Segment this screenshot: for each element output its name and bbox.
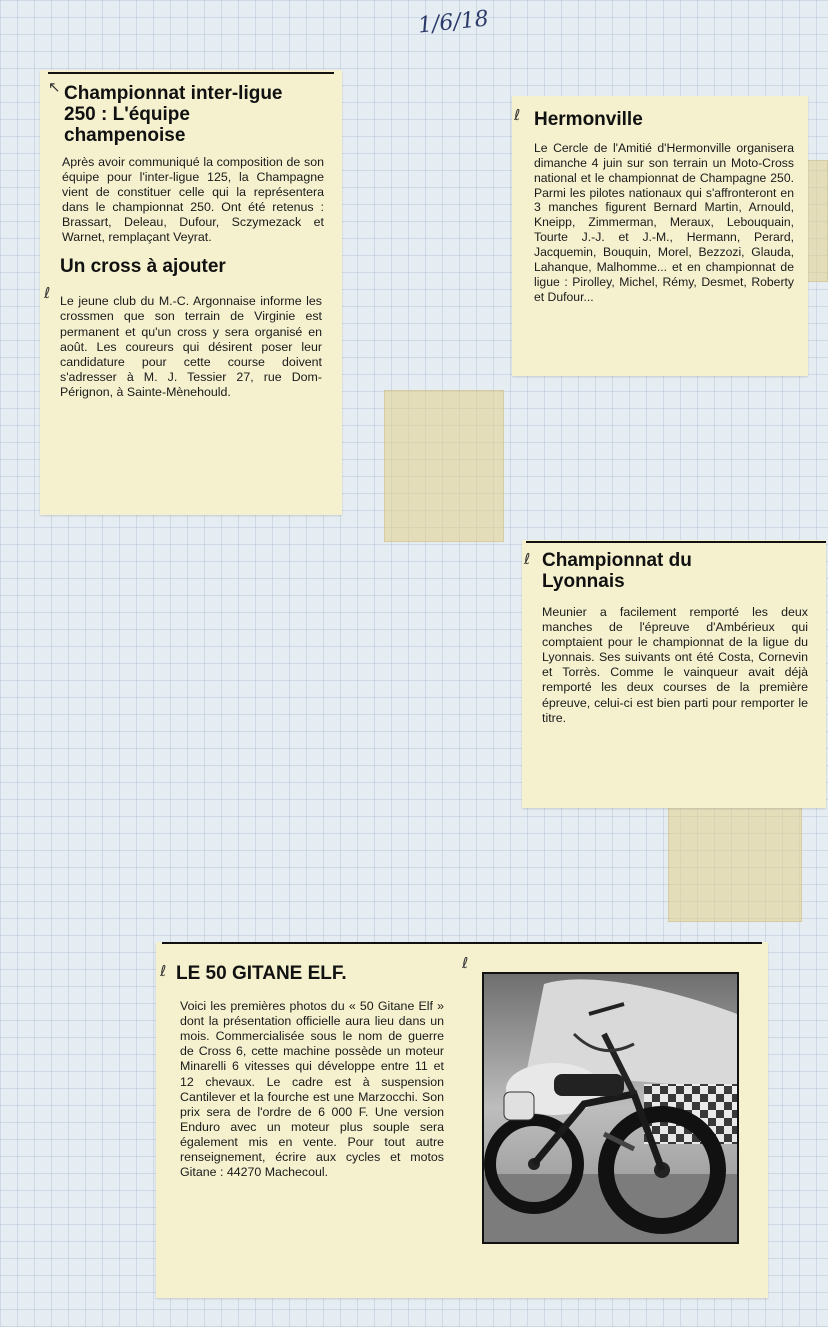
headline-rule bbox=[162, 942, 762, 944]
clipping-championnat-250 bbox=[40, 70, 342, 515]
headline-hermonville: Hermonville bbox=[534, 109, 643, 130]
check-mark-icon: ℓ bbox=[44, 284, 51, 302]
body-cross-ajouter: Le jeune club du M.-C. Argonnaise informe les crossmen que son terrain de Virginie est permanent et qu'un cross y sera organisé en août. Les coureurs qui désirent poser leur candidature pour cette course doivent s'adresser à M. J. Tessier 27, rue Dom-Pérignon, à Sainte-Mènehould. bbox=[60, 294, 322, 400]
clipping-gitane bbox=[156, 942, 768, 1298]
headline-championnat-250: Championnat inter-ligue 250 : L'équipe champenoise bbox=[64, 83, 283, 146]
headline-lyonnais: Championnat du Lyonnais bbox=[542, 550, 692, 592]
headline-cross-ajouter: Un cross à ajouter bbox=[60, 256, 226, 278]
clipping-lyonnais bbox=[522, 540, 826, 808]
check-mark-icon: ℓ bbox=[462, 954, 469, 972]
headline-rule bbox=[526, 541, 826, 543]
headline-gitane: LE 50 GITANE ELF. bbox=[176, 963, 347, 984]
check-mark-icon: ℓ bbox=[160, 962, 167, 980]
motorcycle-illustration bbox=[484, 974, 737, 1242]
check-mark-icon: ℓ bbox=[514, 106, 521, 124]
motorcycle-photo bbox=[482, 972, 739, 1244]
body-hermonville: Le Cercle de l'Amitié d'Hermonville organisera dimanche 4 juin sur son terrain un Moto-Cross national et le championnat de Champagne 250. Parmi les pilotes nationaux qui s'affronteront en 3 manches figurent Bernard Martin, Arnould, Kneipp, Zimmerman, Meraux, Lebouquain, Tourte J.-J. et J.-M., Hermann, Perard, Jacquemin, Bouquin, Morel, Bezzozi, Glauda, Lahanque, Malhomme... et en championnat de ligue : Pirolley, Michel, Rémy, Desmet, Roberty et Dufour... bbox=[534, 140, 794, 304]
clipping-hermonville bbox=[512, 96, 808, 376]
tape-remnant-right bbox=[668, 800, 802, 922]
tape-remnant-center bbox=[384, 390, 504, 542]
body-lyonnais: Meunier a facilement remporté les deux manches de l'épreuve d'Ambérieux qui comptaient pour le championnat de la ligue du Lyonnais. Ses suivants ont été Costa, Cornevin et Torrès. Comme le vainqueur avait déjà remporté les deux courses de la première épreuve, celui-ci est bien parti pour remporter le titre. bbox=[542, 604, 808, 725]
headline-rule bbox=[48, 72, 334, 74]
handwritten-date: 1/6/18 bbox=[416, 6, 490, 39]
body-gitane: Voici les premières photos du « 50 Gitane Elf » dont la présentation officielle aura lieu dans un mois. Commercialisée sous le nom de guerre de Cross 6, cette machine possède un moteur Minarelli 6 vitesses qui développe entre 11 et 12 chevaux. Le cadre est à suspension Cantilever et la fourche est une Marzocchi. Son prix sera de l'ordre de 6 000 F. Une version Enduro avec un moteur plus souple sera également mis en vente. Pour tout autre renseignement, écrire aux cycles et motos Gitane : 44270 Machecoul. bbox=[180, 998, 444, 1180]
check-mark-icon: ↖ bbox=[48, 78, 61, 96]
body-championnat-250: Après avoir communiqué la composition de son équipe pour l'inter-ligue 125, la Champagne vient de constituer celle qui la représentera dans le championnat 250. Ont été retenus : Brassart, Deleau, Dufour, Sczymezack et Warnet, remplaçant Veyrat. bbox=[62, 154, 324, 245]
check-mark-icon: ℓ bbox=[524, 550, 531, 568]
